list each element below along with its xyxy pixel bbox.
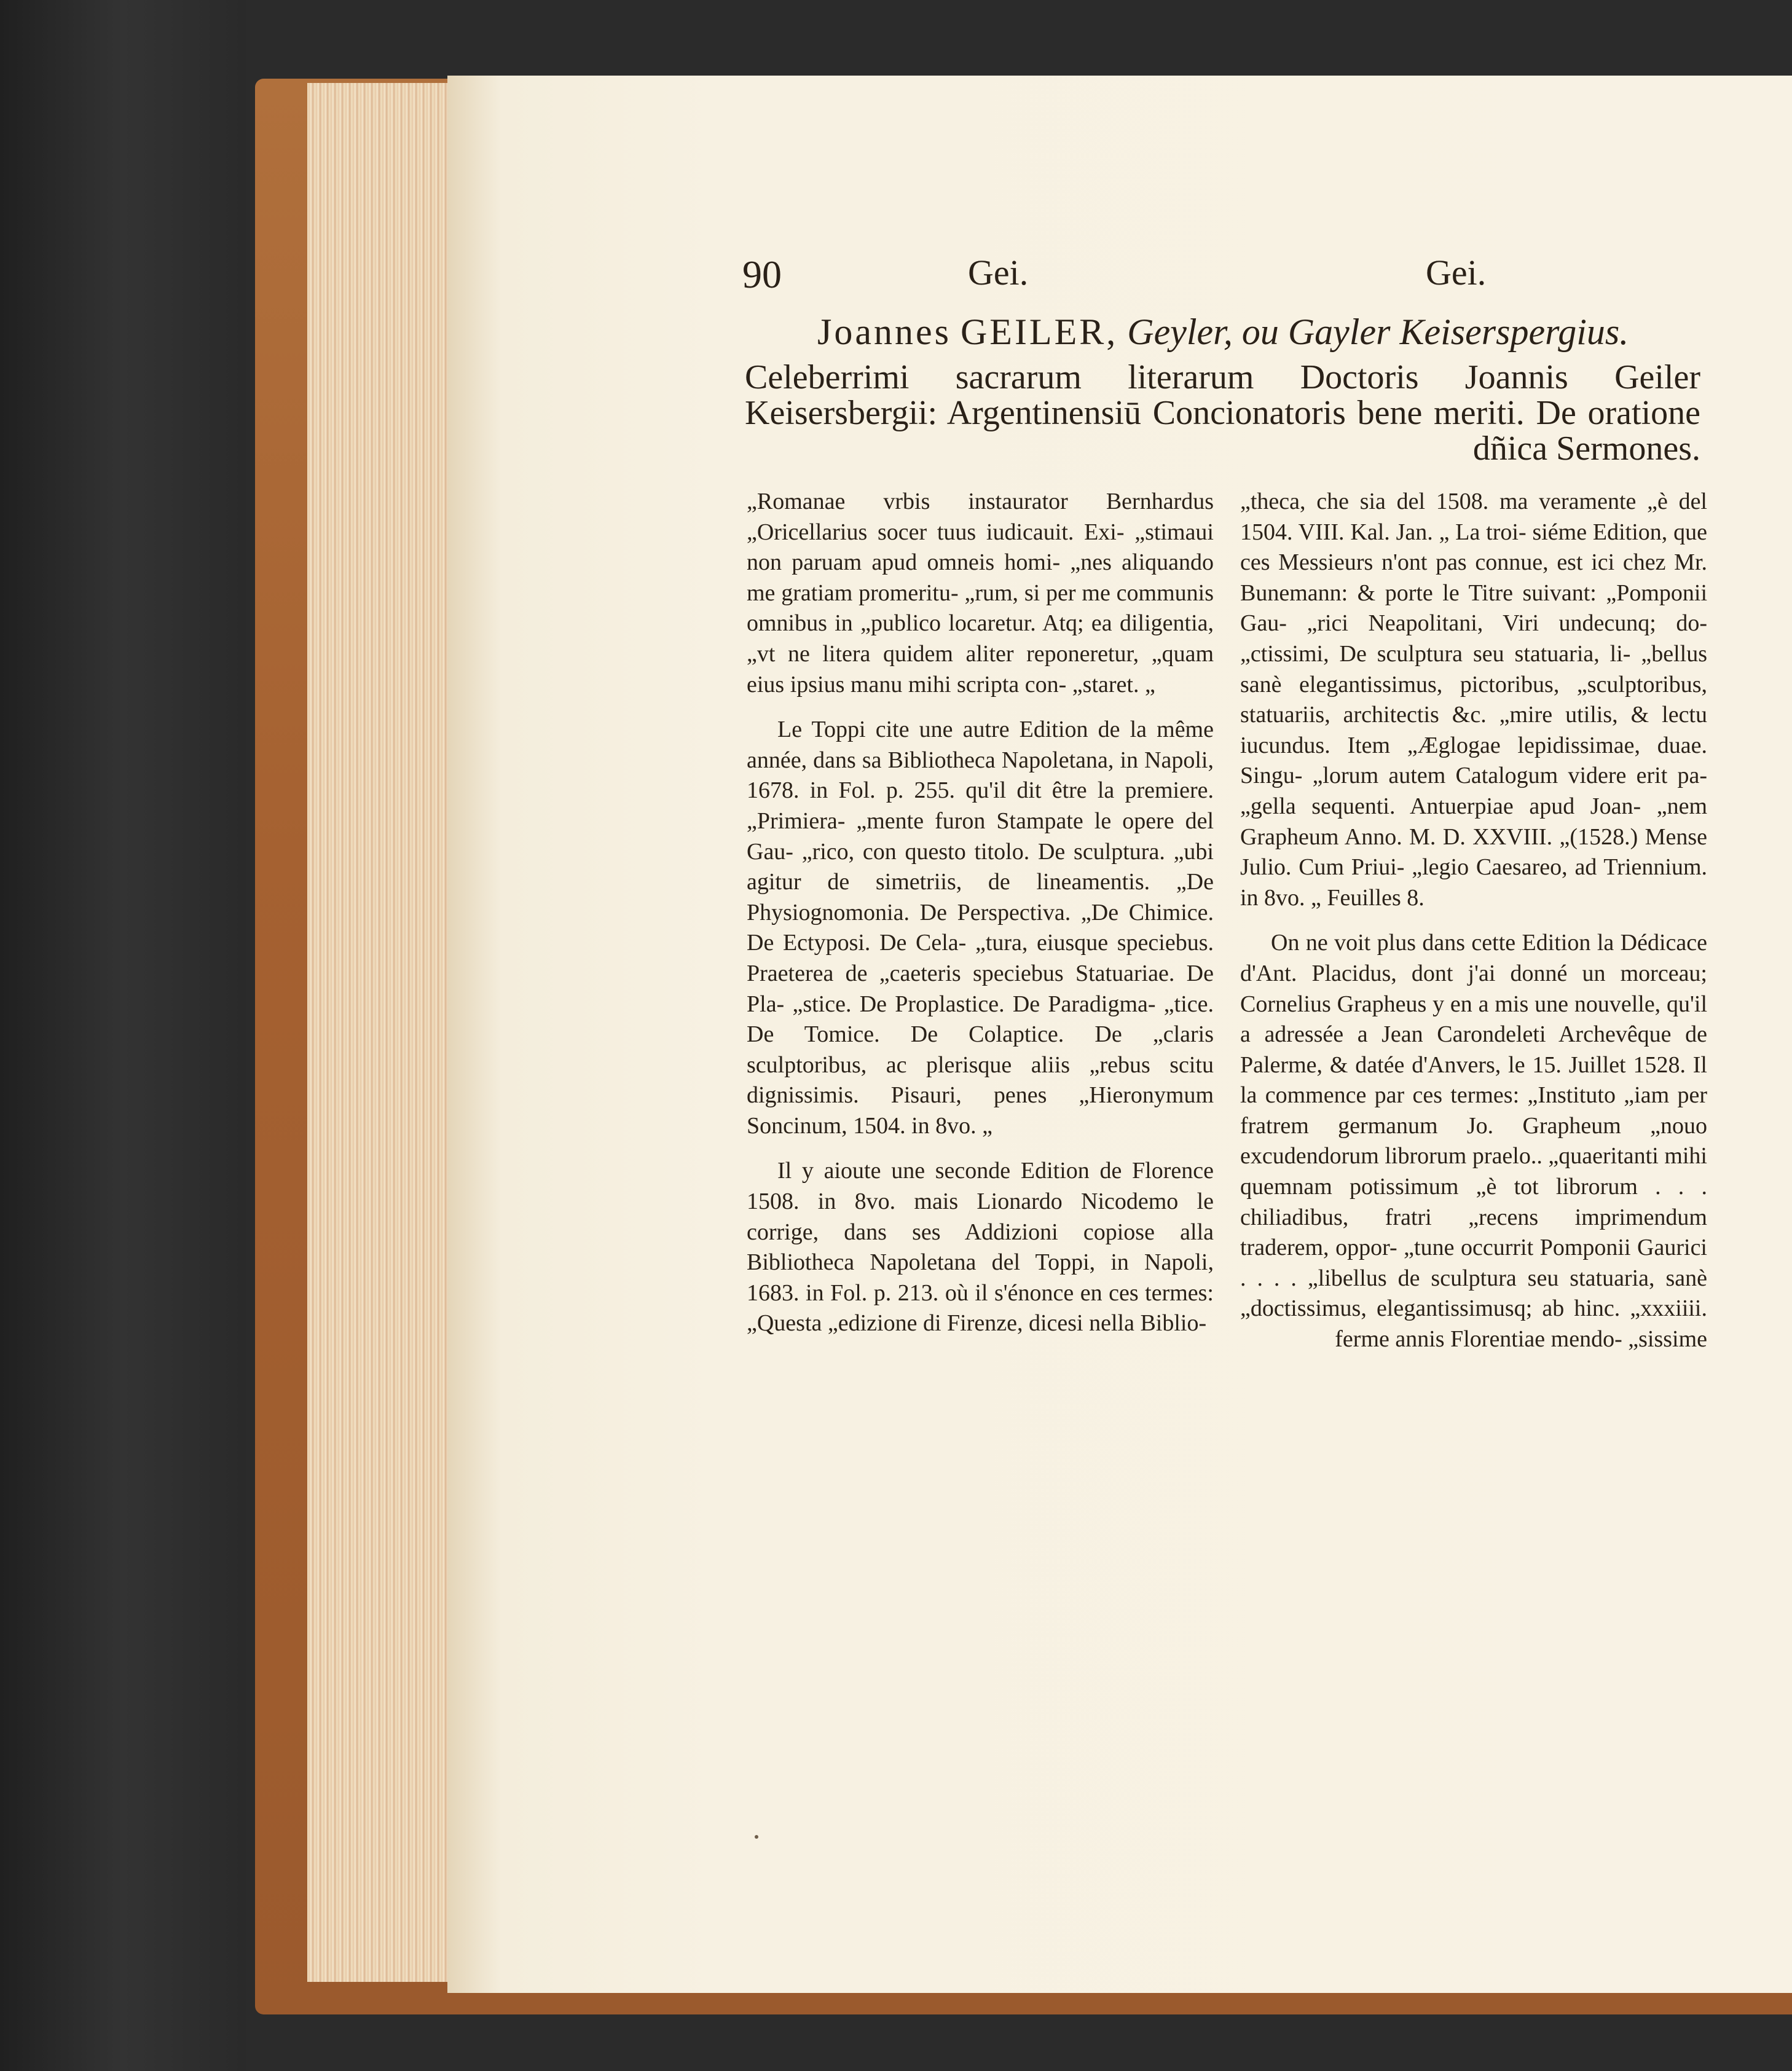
entry-name-last: GEILER, — [960, 312, 1118, 352]
right-column — [1240, 487, 1707, 1370]
paragraph: Il y aioute une seconde Edition de Florence 1508. in 8vo. mais Lionardo Nicodemo le corrige, dans ses Addizioni copiose alla Bibliotheca Napoletana del Toppi, in Napoli, 1683. in Fol. p. 213. où il s'énonce en ces termes: „Questa „edizione di Firenze, dicesi nella Biblio- — [747, 1158, 1214, 1337]
background-strip — [0, 0, 246, 2071]
left-column — [747, 487, 1214, 1354]
entry-subtitle: Celeberrimi sacrarum literarum Doctoris Joannis Geiler Keisersbergii: Argentinensiū Concionatoris bene meriti. De oratione dñica Sermones. — [745, 358, 1700, 468]
page-edges — [307, 83, 449, 1982]
running-head-right: Gei. — [1426, 253, 1487, 293]
page-number: 90 — [742, 253, 782, 296]
paragraph: Le Toppi cite une autre Edition de la même année, dans sa Bibliotheca Napoletana, in Napoli, 1678. in Fol. p. 255. qu'il dit être la premiere. „Primiera- „mente furon Stampate le opere del Gau- „rico, con questo titolo. De sculptura. „ubi agitur de simetriis, de lineamentis. „De Physiognomonia. De Perspectiva. „De Chimice. De Ectyposi. De Cela- „tura, eiusque speciebus. Praeterea de „caeteris speciebus Statuariae. De Pla- „stice. De Proplastice. De Paradigma- „tice. De Tomice. De Colaptice. De „claris sculptoribus, ac plerisque aliis „rebus scitu dignissimis. Pisauri, penes „Hieronymum Soncinum, 1504. in 8vo. „ — [747, 717, 1214, 1139]
entry-name-variants: Geyler, ou Gayler Keiserspergius. — [1127, 312, 1629, 352]
entry-title — [817, 310, 1715, 353]
paragraph: On ne voit plus dans cette Edition la Dédicace d'Ant. Placidus, dont j'ai donné un morceau; Cornelius Grapheus y en a mis une nouvelle, qu'il a adressée a Jean Carondeleti Archevêque de Palerme, & datée d'Anvers, le 15. Juillet 1528. Il la commence par ces termes: „Instituto „iam per fratrem germanum Jo. Grapheum „nouo excudendorum librorum praelo.. „quaeritanti mihi quemnam potissimum „è tot librorum . . . chiliadibus, fratri „recens imprimendum traderem, oppor- „tune occurrit Pomponii Gaurici . . . . „libellus de sculptura seu statuaria, sanè „doctissimus, elegantissimusq; ab hinc. „xxxiiii. ferme annis Florentiae mendo- „sissime — [1240, 930, 1707, 1353]
paragraph: „theca, che sia del 1508. ma veramente „è del 1504. VIII. Kal. Jan. „ La troi- siéme Edition, que ces Messieurs n'ont pas connue, est ici chez Mr. Bunemann: & porte le Titre suivant: „Pomponii Gau- „rici Neapolitani, Viri undecunq; do- „ctissimi, De sculptura seu statuaria, li- „bellus sanè elegantissimus, pictoribus, „sculptoribus, statuariis, architectis &c. „mire utilis, & lectu iucundus. Item „Æglogae lepidissimae, duae. Singu- „lorum autem Catalogum videre erit pa- „gella sequenti. Antuerpiae apud Joan- „nem Grapheum Anno. M. D. XXVIII. „(1528.) Mense Julio. Cum Priui- „legio Caesareo, ad Triennium. in 8vo. „ Feuilles 8. — [1240, 489, 1707, 911]
paragraph: „Romanae vrbis instaurator Bernhardus „Oricellarius socer tuus iudicauit. Exi- „stimaui non paruam apud omneis homi- „nes aliquando me gratiam promeritu- „rum, si per me communis omnibus in „publico locaretur. Atq; ea diligentia, „vt ne litera quidem aliter reponeretur, „quam eius ipsius manu mihi scripta con- „staret. „ — [747, 489, 1214, 698]
ink-dot — [755, 1835, 758, 1839]
entry-name-first: Joannes — [817, 312, 951, 352]
running-head-left: Gei. — [968, 253, 1029, 293]
